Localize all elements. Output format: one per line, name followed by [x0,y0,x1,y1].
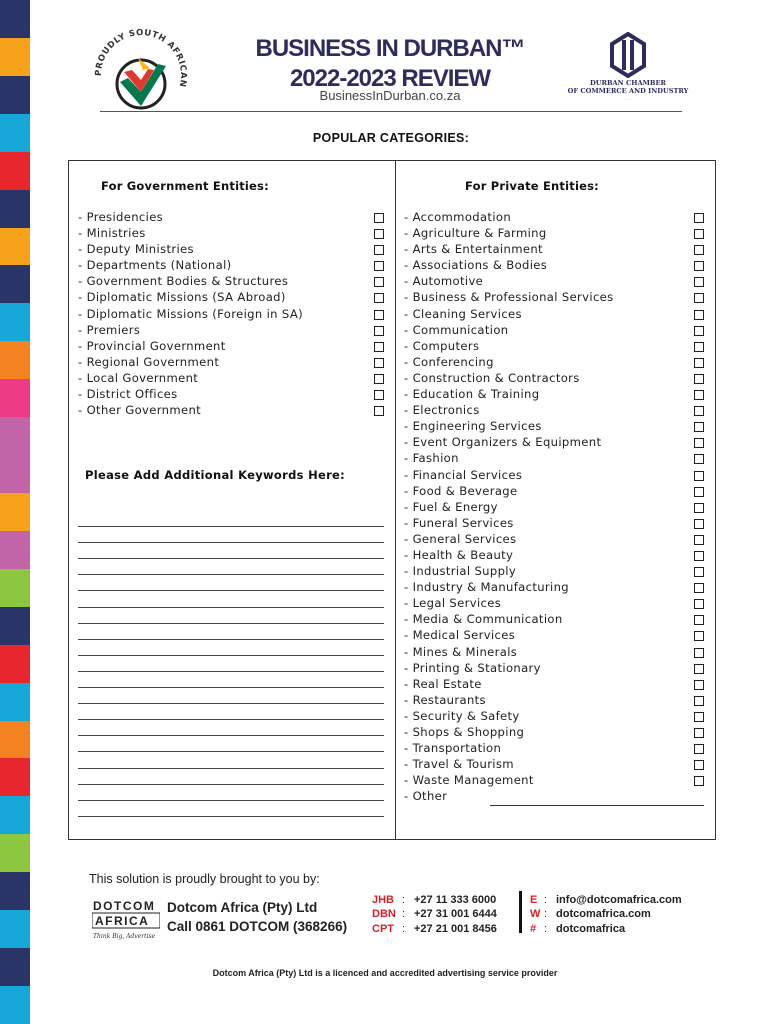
strip-segment [0,569,30,607]
government-heading: For Government Entities: [101,179,269,193]
column-divider [395,160,396,840]
keyword-lines [78,511,384,817]
keyword-write-line[interactable] [78,769,384,785]
private-category-item [404,740,708,756]
svg-text:PROUDLY SOUTH AFRICAN: PROUDLY SOUTH AFRICAN [93,28,189,89]
category-checkbox[interactable] [694,229,704,239]
category-label: - Premiers [78,322,141,337]
private-category-item [404,772,708,788]
contact-label: # [530,922,537,935]
contact-label: E [530,894,538,906]
keyword-write-line[interactable] [78,527,384,543]
category-label: - Regional Government [78,354,220,369]
contact-row [530,893,682,907]
svg-text:DOTCOM: DOTCOM [93,899,156,913]
contact-label: W [530,908,541,921]
category-checkbox[interactable] [694,599,704,609]
private-heading: For Private Entities: [465,179,599,193]
strip-segment [0,379,30,417]
section-title: POPULAR CATEGORIES: [312,131,470,145]
contact-sep: : [544,922,548,935]
private-category-item [404,209,708,225]
category-checkbox[interactable] [694,760,704,770]
category-checkbox[interactable] [694,454,704,464]
category-label: - Departments (National) [78,258,232,273]
contact-value: +27 21 001 8456 [414,922,497,935]
private-category-item [404,579,708,595]
category-checkbox[interactable] [694,535,704,545]
keyword-write-line[interactable] [78,736,384,752]
contact-value: +27 11 333 6000 [414,894,497,906]
government-category-item [78,386,388,402]
contact-row [530,922,682,936]
category-label: - Associations & Bodies [404,258,548,273]
website-url: BusinessInDurban.co.za [319,88,461,103]
category-checkbox[interactable] [374,213,384,223]
strip-segment [0,683,30,721]
category-checkbox[interactable] [374,293,384,303]
government-category-item [78,209,388,225]
category-label: - Automotive [404,274,484,289]
keyword-write-line[interactable] [78,559,384,575]
private-category-item [404,692,708,708]
document-title [210,34,570,94]
category-checkbox[interactable] [694,342,704,352]
category-label: - Legal Services [404,596,502,611]
government-category-item [78,257,388,273]
category-label: - Agriculture & Farming [404,226,547,241]
category-label: - Transportation [404,741,502,756]
strip-segment [0,38,30,76]
dotcom-africa-logo [92,898,160,940]
svg-text:AFRICA: AFRICA [95,914,150,928]
private-category-item [404,611,708,627]
title-line-1: BUSINESS IN DURBAN™ [255,35,525,62]
category-checkbox[interactable] [694,213,704,223]
company-phone: Call 0861 DOTCOM (368266) [167,919,348,934]
private-category-item [404,273,708,289]
contact-label: JHB [372,894,395,906]
category-checkbox[interactable] [374,277,384,287]
strip-segment [0,948,30,986]
category-label: - Computers [404,338,480,353]
category-label: - Other [404,789,448,804]
category-label: - Deputy Ministries [78,242,194,257]
contact-row [530,907,682,921]
category-label: - Industry & Manufacturing [404,580,570,595]
category-checkbox[interactable] [374,245,384,255]
category-checkbox[interactable] [694,326,704,336]
category-label: - Government Bodies & Structures [78,274,289,289]
durban-chamber-logo [598,32,658,78]
private-category-item [404,644,708,660]
private-category-list [404,209,708,804]
category-label: - Cleaning Services [404,306,522,321]
category-checkbox[interactable] [694,358,704,368]
government-category-item [78,306,388,322]
private-category-item [404,354,708,370]
disclaimer: Dotcom Africa (Pty) Ltd is a licenced and accredited advertising service provider [212,968,558,978]
category-checkbox[interactable] [694,664,704,674]
keyword-write-line[interactable] [78,624,384,640]
strip-segment [0,607,30,645]
strip-segment [0,645,30,683]
keyword-write-line[interactable] [78,688,384,704]
category-label: - General Services [404,531,517,546]
private-category-item [404,386,708,402]
category-label: - Fashion [404,451,459,466]
category-label: - Printing & Stationary [404,660,541,675]
keyword-write-line[interactable] [78,575,384,591]
category-label: - Restaurants [404,692,486,707]
strip-segment [0,190,30,228]
private-category-item [404,418,708,434]
strip-segment [0,910,30,948]
strip-segment [0,341,30,379]
private-category-item [404,450,708,466]
category-label: - Financial Services [404,467,523,482]
category-checkbox[interactable] [694,696,704,706]
keyword-write-line[interactable] [78,656,384,672]
category-label: - Arts & Entertainment [404,242,543,257]
private-category-item [404,306,708,322]
strip-segment [0,834,30,872]
contact-label: DBN [372,908,396,921]
private-category-item [404,724,708,740]
category-checkbox[interactable] [694,728,704,738]
keyword-write-line[interactable] [78,785,384,801]
category-checkbox[interactable] [694,277,704,287]
government-category-item [78,370,388,386]
private-category-other [404,788,708,804]
category-label: - Ministries [78,226,146,241]
government-category-item [78,225,388,241]
category-label: - Health & Beauty [404,547,514,562]
strip-segment [0,493,30,531]
category-checkbox[interactable] [694,438,704,448]
category-label: - Funeral Services [404,515,514,530]
category-label: - District Offices [78,387,178,402]
strip-segment [0,796,30,834]
category-checkbox[interactable] [374,390,384,400]
category-checkbox[interactable] [374,374,384,384]
private-category-item [404,499,708,515]
private-category-item [404,338,708,354]
contact-sep: : [544,908,548,921]
category-checkbox[interactable] [694,648,704,658]
keyword-write-line[interactable] [78,640,384,656]
category-checkbox[interactable] [694,551,704,561]
keyword-write-line[interactable] [78,704,384,720]
category-checkbox[interactable] [694,487,704,497]
strip-segment [0,721,30,759]
category-checkbox[interactable] [694,390,704,400]
other-write-in-line[interactable] [490,805,704,806]
strip-segment [0,0,30,38]
contact-value: dotcomafrica.com [556,908,651,921]
category-label: - Real Estate [404,676,482,691]
contact-row [372,922,497,936]
government-category-item [78,289,388,305]
category-checkbox[interactable] [694,583,704,593]
private-category-item [404,547,708,563]
category-checkbox[interactable] [374,310,384,320]
category-label: - Waste Management [404,773,534,788]
strip-segment [0,303,30,341]
category-checkbox[interactable] [694,503,704,513]
strip-segment [0,417,30,455]
category-checkbox[interactable] [694,245,704,255]
category-label: - Construction & Contractors [404,370,580,385]
government-category-item [78,241,388,257]
category-label: - Diplomatic Missions (SA Abroad) [78,290,286,305]
keyword-write-line[interactable] [78,801,384,817]
category-label: - Food & Beverage [404,483,518,498]
category-checkbox[interactable] [374,261,384,271]
strip-segment [0,76,30,114]
keyword-write-line[interactable] [78,543,384,559]
category-label: - Security & Safety [404,708,520,723]
strip-segment [0,531,30,569]
private-category-item [404,241,708,257]
category-checkbox[interactable] [694,261,704,271]
private-category-item [404,756,708,772]
category-label: - Accommodation [404,210,512,224]
category-checkbox[interactable] [694,712,704,722]
contact-sep: : [544,894,548,906]
keyword-write-line[interactable] [78,511,384,527]
category-checkbox[interactable] [694,406,704,416]
category-checkbox[interactable] [694,422,704,432]
category-checkbox[interactable] [374,229,384,239]
category-checkbox[interactable] [374,358,384,368]
contacts-divider [519,891,522,933]
category-label: - Engineering Services [404,419,542,434]
private-category-item [404,676,708,692]
keyword-write-line[interactable] [78,672,384,688]
strip-segment [0,114,30,152]
private-category-item [404,563,708,579]
category-label: - Conferencing [404,354,494,369]
category-label: - Shops & Shopping [404,725,525,739]
contact-value: +27 31 001 6444 [414,908,497,921]
government-category-item [78,273,388,289]
category-checkbox[interactable] [374,406,384,416]
category-label: - Travel & Tourism [404,757,514,772]
contact-label: CPT [372,922,394,935]
category-label: - Other Government [78,403,202,418]
category-label: - Industrial Supply [404,564,517,579]
private-category-item [404,402,708,418]
regional-phone-list [372,893,497,936]
private-category-item [404,434,708,450]
private-category-item [404,257,708,273]
category-checkbox[interactable] [694,744,704,754]
title-line-2: 2022-2023 REVIEW [289,65,491,92]
contact-value: info@dotcomafrica.com [556,894,682,906]
private-category-item [404,225,708,241]
category-checkbox[interactable] [694,615,704,625]
contact-value: dotcomafrica [556,922,626,935]
category-checkbox[interactable] [694,374,704,384]
category-checkbox[interactable] [694,471,704,481]
contact-row [372,907,497,921]
contact-sep: : [402,894,406,906]
category-label: - Media & Communication [404,612,563,627]
private-category-item [404,660,708,676]
government-category-item [78,322,388,338]
svg-text:Think Big, Advertise: Think Big, Advertise [93,933,156,940]
category-label: - Education & Training [404,387,540,402]
private-category-item [404,708,708,724]
strip-segment [0,872,30,910]
category-checkbox[interactable] [694,293,704,303]
proudly-south-african-seal [88,22,194,128]
category-checkbox[interactable] [694,776,704,786]
category-label: - Mines & Minerals [404,644,518,659]
contact-sep: : [402,908,406,921]
contact-sep: : [402,922,406,935]
category-checkbox[interactable] [694,680,704,690]
private-category-item [404,289,708,305]
private-category-item [404,370,708,386]
keyword-write-line[interactable] [78,752,384,768]
category-label: - Event Organizers & Equipment [404,435,602,450]
government-category-item [78,338,388,354]
keyword-write-line[interactable] [78,608,384,624]
category-checkbox[interactable] [374,342,384,352]
government-category-item [78,402,388,418]
category-label: - Electronics [404,403,480,418]
category-label: - Medical Services [404,628,516,643]
private-category-item [404,627,708,643]
category-checkbox[interactable] [694,310,704,320]
keywords-label: Please Add Additional Keywords Here: [85,468,346,482]
brought-by-text: This solution is proudly brought to you by: [89,872,320,886]
decorative-color-strip [0,0,30,1024]
government-category-list [78,209,388,418]
category-label: - Business & Professional Services [404,290,614,305]
government-category-item [78,354,388,370]
private-category-item [404,322,708,338]
category-checkbox[interactable] [694,519,704,529]
private-category-item [404,515,708,531]
category-label: - Presidencies [78,210,164,224]
category-checkbox[interactable] [374,326,384,336]
private-category-item [404,467,708,483]
category-label: - Communication [404,322,509,337]
category-label: - Provincial Government [78,338,226,353]
category-label: - Diplomatic Missions (Foreign in SA) [78,306,303,321]
category-label: - Fuel & Energy [404,499,498,514]
strip-segment [0,152,30,190]
company-name: Dotcom Africa (Pty) Ltd [167,900,318,915]
private-category-item [404,531,708,547]
chamber-name: DURBAN CHAMBER OF COMMERCE AND INDUSTRY _ _ _ [567,79,689,100]
category-checkbox[interactable] [694,631,704,641]
keyword-write-line[interactable] [78,720,384,736]
strip-segment [0,228,30,266]
keyword-write-line[interactable] [78,591,384,607]
strip-segment [0,758,30,796]
contact-list [530,893,682,936]
strip-segment [0,986,30,1024]
strip-segment [0,265,30,303]
contact-row [372,893,497,907]
strip-segment [0,455,30,493]
category-label: - Local Government [78,370,199,385]
private-category-item [404,595,708,611]
private-category-item [404,483,708,499]
header-divider [100,111,682,112]
category-checkbox[interactable] [694,567,704,577]
